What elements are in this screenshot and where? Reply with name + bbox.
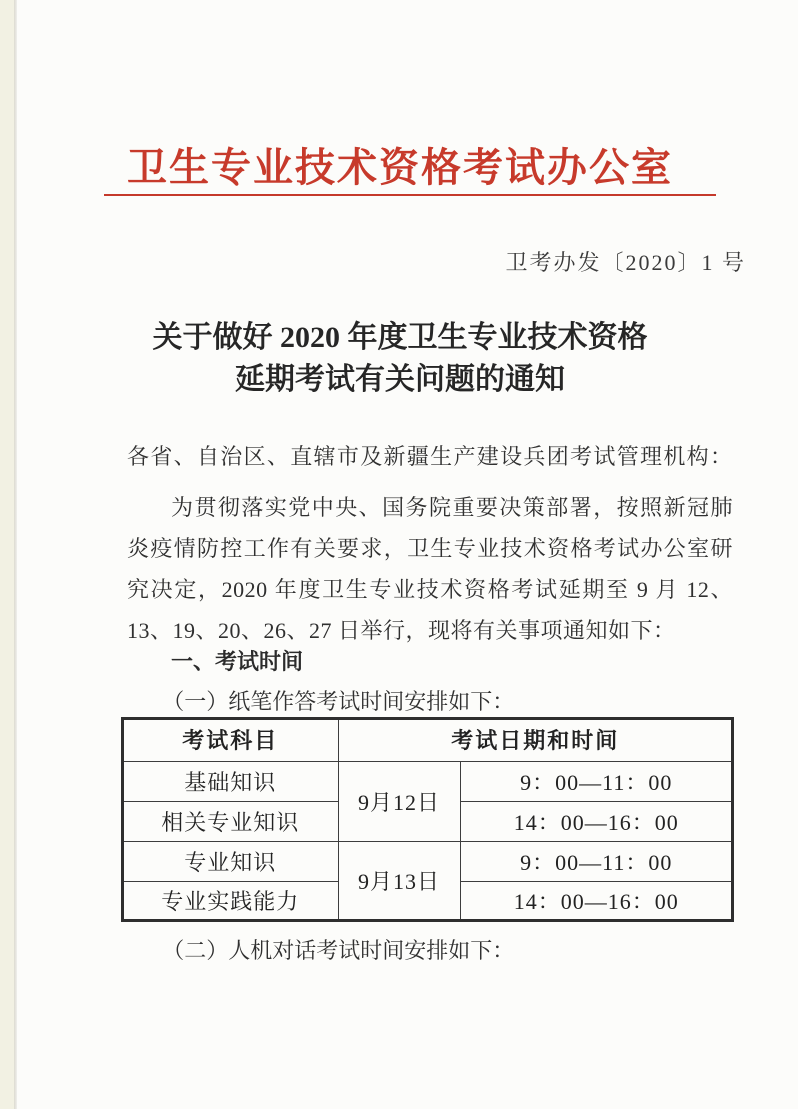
subject-cell: 基础知识 xyxy=(122,761,338,801)
subject-cell: 专业实践能力 xyxy=(122,881,338,921)
notice-title xyxy=(20,317,780,401)
header-cell-subject: 考试科目 xyxy=(122,718,338,761)
time-cell: 9：00—11：00 xyxy=(460,761,733,801)
notice-title-line1: 关于做好 2020 年度卫生专业技术资格 xyxy=(152,321,648,354)
subject-cell: 相关专业知识 xyxy=(122,801,338,841)
date-cell: 9月13日 xyxy=(338,841,460,921)
red-divider-line xyxy=(104,194,716,196)
document-number: 卫考办发〔2020〕1 号 xyxy=(505,250,746,275)
time-cell: 14：00—16：00 xyxy=(460,881,733,921)
sub-heading-computer-exam: （二）人机对话考试时间安排如下： xyxy=(162,938,515,963)
sub-heading-paper-exam: （一）纸笔作答考试时间安排如下： xyxy=(162,689,515,714)
header-cell-datetime: 考试日期和时间 xyxy=(338,718,733,761)
time-cell: 9：00—11：00 xyxy=(460,841,733,881)
date-cell: 9月12日 xyxy=(338,761,460,841)
subject-cell: 专业知识 xyxy=(122,841,338,881)
table-row xyxy=(122,841,733,881)
table-row xyxy=(122,761,733,801)
body-paragraph: 为贯彻落实党中央、国务院重要决策部署，按照新冠肺炎疫情防控工作有关要求，卫生专业技术资格考试办公室研究决定，2020 年度卫生专业技术资格考试延期至 9 月 12、13、19、20、26、27 日举行，现将有关事项通知如下： xyxy=(127,495,733,643)
notice-title-line2: 延期考试有关问题的通知 xyxy=(235,363,565,396)
issuing-office-title: 卫生专业技术资格考试办公室 xyxy=(127,145,673,190)
section-heading-exam-time: 一、考试时间 xyxy=(171,649,304,674)
table-header-row xyxy=(122,718,733,761)
scan-edge-strip xyxy=(0,0,14,1109)
scan-edge-line xyxy=(14,0,17,1109)
time-cell: 14：00—16：00 xyxy=(460,801,733,841)
exam-schedule-table xyxy=(121,717,734,922)
salutation-line: 各省、自治区、直辖市及新疆生产建设兵团考试管理机构： xyxy=(127,444,733,469)
